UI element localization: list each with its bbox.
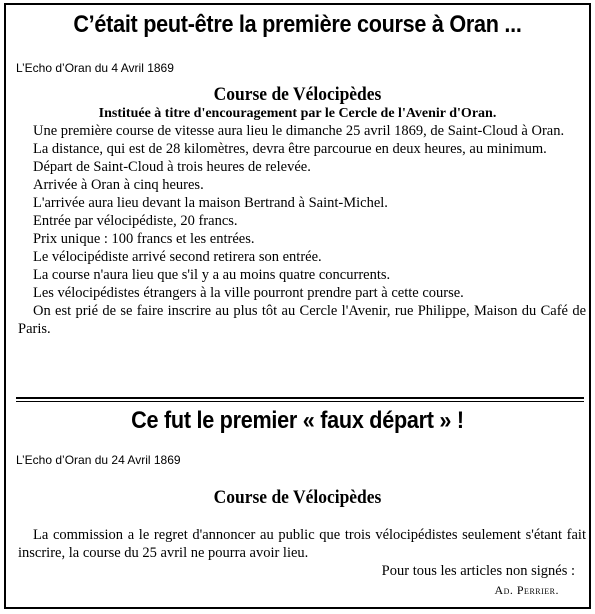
paragraph: On est prié de se faire inscrire au plus tôt au Cercle l'Avenir, rue Philippe, Maison du Café de Paris. [18,303,586,337]
article-subtitle-1: Instituée à titre d'encouragement par le Cercle de l'Avenir d'Oran. [98,106,497,121]
article-body-2 [18,526,586,562]
article-body-1 [18,122,586,338]
headline-2: Ce fut le premier « faux départ » ! [131,407,464,434]
paragraph: La course n'aura lieu que s'il y a au moins quatre concurrents. [33,267,391,283]
paragraph: Départ de Saint-Cloud à trois heures de relevée. [33,159,311,175]
paragraph: Prix unique : 100 francs et les entrées. [33,231,255,247]
paragraph: L'arrivée aura lieu devant la maison Bertrand à Saint-Michel. [33,195,388,211]
paragraph: Une première course de vitesse aura lieu le dimanche 25 avril 1869, de Saint-Cloud à Oran. [33,123,565,139]
signature-line: Pour tous les articles non signés : [381,563,575,579]
article-title-1: Course de Vélocipèdes [213,84,382,105]
paragraph: Les vélocipédistes étrangers à la ville pourront prendre part à cette course. [33,285,464,301]
headline-1: C’était peut-être la première course à Oran ... [73,11,522,38]
paragraph: Arrivée à Oran à cinq heures. [33,177,204,193]
clipping-frame [4,3,591,609]
paragraph: Entrée par vélocipédiste, 20 francs. [33,213,238,229]
signature-name: Ad. Perrier. [494,583,559,597]
article-title-2: Course de Vélocipèdes [213,487,382,508]
paragraph: La distance, qui est de 28 kilomètres, devra être parcourue en deux heures, au minimum. [33,141,547,157]
source-line-1: L’Echo d’Oran du 4 Avril 1869 [16,61,174,75]
source-line-2: L’Echo d’Oran du 24 Avril 1869 [16,453,181,467]
paragraph: Le vélocipédiste arrivé second retirera son entrée. [33,249,322,265]
paragraph: La commission a le regret d'annoncer au public que trois vélocipédistes seulement s'étant fait inscrire, la course du 25 avril ne pourra avoir lieu. [18,527,586,561]
section-divider [16,397,584,399]
section-divider-thin [16,401,584,402]
